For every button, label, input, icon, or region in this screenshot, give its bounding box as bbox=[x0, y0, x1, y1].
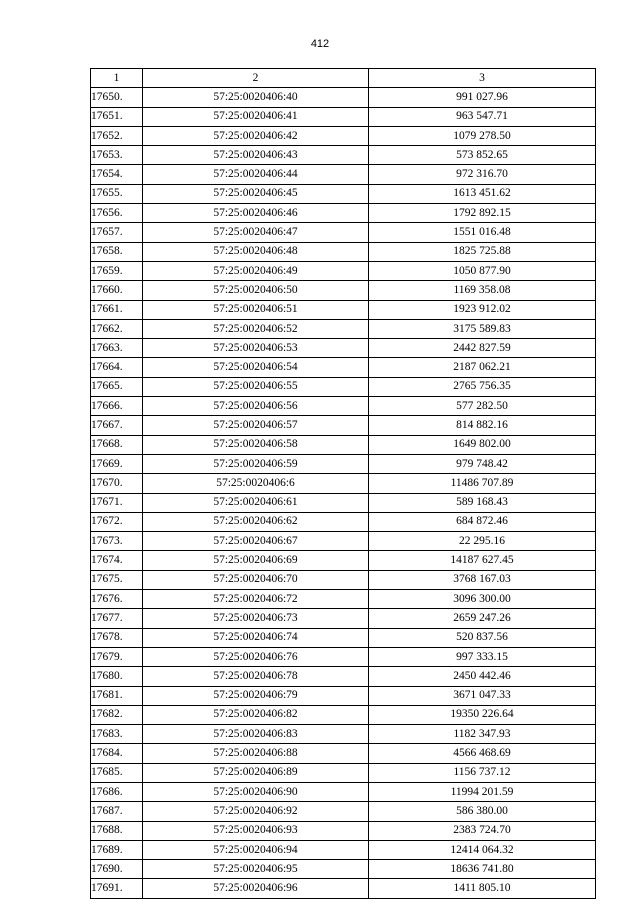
row-index-cell: 17653. bbox=[91, 146, 143, 165]
table-row bbox=[91, 802, 596, 821]
cadastral-value-cell: 2383 724.70 bbox=[369, 821, 596, 840]
cadastral-value-cell: 14187 627.45 bbox=[369, 551, 596, 570]
cadastral-number-cell: 57:25:0020406:74 bbox=[143, 628, 369, 647]
table-row bbox=[91, 590, 596, 609]
row-index-cell: 17651. bbox=[91, 107, 143, 126]
row-index-cell: 17671. bbox=[91, 493, 143, 512]
table-row bbox=[91, 879, 596, 898]
row-index-cell: 17669. bbox=[91, 454, 143, 473]
cadastral-number-cell: 57:25:0020406:92 bbox=[143, 802, 369, 821]
table-row bbox=[91, 860, 596, 879]
cadastral-number-cell: 57:25:0020406:62 bbox=[143, 512, 369, 531]
table-row bbox=[91, 705, 596, 724]
row-index-cell: 17682. bbox=[91, 705, 143, 724]
cadastral-value-cell: 997 333.15 bbox=[369, 647, 596, 666]
row-index-cell: 17656. bbox=[91, 204, 143, 223]
row-index-cell: 17652. bbox=[91, 126, 143, 145]
table-row bbox=[91, 358, 596, 377]
row-index-cell: 17680. bbox=[91, 667, 143, 686]
table-row bbox=[91, 647, 596, 666]
table-row bbox=[91, 840, 596, 859]
row-index-cell: 17688. bbox=[91, 821, 143, 840]
cadastral-value-cell: 2450 442.46 bbox=[369, 667, 596, 686]
cadastral-number-cell: 57:25:0020406:44 bbox=[143, 165, 369, 184]
table-body bbox=[91, 88, 596, 898]
cadastral-value-cell: 3096 300.00 bbox=[369, 590, 596, 609]
row-index-cell: 17686. bbox=[91, 782, 143, 801]
cadastral-value-cell: 1156 737.12 bbox=[369, 763, 596, 782]
table-row bbox=[91, 377, 596, 396]
cadastral-number-cell: 57:25:0020406:89 bbox=[143, 763, 369, 782]
cadastral-value-cell: 1411 805.10 bbox=[369, 879, 596, 898]
row-index-cell: 17689. bbox=[91, 840, 143, 859]
row-index-cell: 17677. bbox=[91, 609, 143, 628]
cadastral-value-cell: 963 547.71 bbox=[369, 107, 596, 126]
row-index-cell: 17666. bbox=[91, 397, 143, 416]
table-row bbox=[91, 126, 596, 145]
row-index-cell: 17685. bbox=[91, 763, 143, 782]
table-row bbox=[91, 435, 596, 454]
cadastral-number-cell: 57:25:0020406:67 bbox=[143, 532, 369, 551]
cadastral-number-cell: 57:25:0020406:41 bbox=[143, 107, 369, 126]
cadastral-number-cell: 57:25:0020406:90 bbox=[143, 782, 369, 801]
cadastral-number-cell: 57:25:0020406:95 bbox=[143, 860, 369, 879]
row-index-cell: 17674. bbox=[91, 551, 143, 570]
cadastral-value-cell: 1825 725.88 bbox=[369, 242, 596, 261]
row-index-cell: 17657. bbox=[91, 223, 143, 242]
cadastral-value-cell: 11486 707.89 bbox=[369, 474, 596, 493]
table-row bbox=[91, 397, 596, 416]
row-index-cell: 17691. bbox=[91, 879, 143, 898]
cadastral-number-cell: 57:25:0020406:59 bbox=[143, 454, 369, 473]
table-row bbox=[91, 165, 596, 184]
page-number: 412 bbox=[310, 38, 330, 50]
table-row bbox=[91, 725, 596, 744]
cadastral-number-cell: 57:25:0020406:49 bbox=[143, 261, 369, 280]
cadastral-number-cell: 57:25:0020406:93 bbox=[143, 821, 369, 840]
cadastral-value-cell: 991 027.96 bbox=[369, 88, 596, 107]
table-row bbox=[91, 416, 596, 435]
cadastral-value-cell: 1050 877.90 bbox=[369, 261, 596, 280]
cadastral-value-cell: 22 295.16 bbox=[369, 532, 596, 551]
cadastral-number-cell: 57:25:0020406:88 bbox=[143, 744, 369, 763]
cadastral-number-cell: 57:25:0020406:83 bbox=[143, 725, 369, 744]
cadastral-value-cell: 12414 064.32 bbox=[369, 840, 596, 859]
table-row bbox=[91, 107, 596, 126]
row-index-cell: 17664. bbox=[91, 358, 143, 377]
table-row bbox=[91, 551, 596, 570]
cadastral-value-cell: 2442 827.59 bbox=[369, 339, 596, 358]
row-index-cell: 17662. bbox=[91, 319, 143, 338]
cadastral-value-table bbox=[90, 68, 596, 899]
row-index-cell: 17654. bbox=[91, 165, 143, 184]
cadastral-value-cell: 979 748.42 bbox=[369, 454, 596, 473]
cadastral-value-cell: 1079 278.50 bbox=[369, 126, 596, 145]
cadastral-value-cell: 1923 912.02 bbox=[369, 300, 596, 319]
cadastral-value-cell: 1551 016.48 bbox=[369, 223, 596, 242]
table-row bbox=[91, 493, 596, 512]
table-row bbox=[91, 184, 596, 203]
table-row bbox=[91, 300, 596, 319]
row-index-cell: 17681. bbox=[91, 686, 143, 705]
cadastral-number-cell: 57:25:0020406:52 bbox=[143, 319, 369, 338]
cadastral-number-cell: 57:25:0020406:70 bbox=[143, 570, 369, 589]
row-index-cell: 17668. bbox=[91, 435, 143, 454]
cadastral-number-cell: 57:25:0020406:96 bbox=[143, 879, 369, 898]
cadastral-number-cell: 57:25:0020406:50 bbox=[143, 281, 369, 300]
row-index-cell: 17687. bbox=[91, 802, 143, 821]
table-row bbox=[91, 609, 596, 628]
table-row bbox=[91, 532, 596, 551]
row-index-cell: 17683. bbox=[91, 725, 143, 744]
cadastral-value-cell: 2765 756.35 bbox=[369, 377, 596, 396]
table-row bbox=[91, 782, 596, 801]
cadastral-value-cell: 3671 047.33 bbox=[369, 686, 596, 705]
cadastral-value-cell: 520 837.56 bbox=[369, 628, 596, 647]
row-index-cell: 17679. bbox=[91, 647, 143, 666]
table-row bbox=[91, 667, 596, 686]
cadastral-value-cell: 1169 358.08 bbox=[369, 281, 596, 300]
table-row bbox=[91, 570, 596, 589]
table-row bbox=[91, 242, 596, 261]
cadastral-number-cell: 57:25:0020406:46 bbox=[143, 204, 369, 223]
cadastral-value-cell: 1613 451.62 bbox=[369, 184, 596, 203]
row-index-cell: 17684. bbox=[91, 744, 143, 763]
table-row bbox=[91, 146, 596, 165]
cadastral-number-cell: 57:25:0020406:53 bbox=[143, 339, 369, 358]
row-index-cell: 17658. bbox=[91, 242, 143, 261]
cadastral-value-cell: 577 282.50 bbox=[369, 397, 596, 416]
column-header-value: 3 bbox=[369, 69, 596, 88]
cadastral-value-cell: 18636 741.80 bbox=[369, 860, 596, 879]
cadastral-number-cell: 57:25:0020406:48 bbox=[143, 242, 369, 261]
table-row bbox=[91, 474, 596, 493]
cadastral-value-cell: 1649 802.00 bbox=[369, 435, 596, 454]
row-index-cell: 17678. bbox=[91, 628, 143, 647]
row-index-cell: 17675. bbox=[91, 570, 143, 589]
column-header-cadastral-number: 2 bbox=[143, 69, 369, 88]
row-index-cell: 17661. bbox=[91, 300, 143, 319]
cadastral-value-cell: 2659 247.26 bbox=[369, 609, 596, 628]
table-row bbox=[91, 319, 596, 338]
cadastral-value-cell: 19350 226.64 bbox=[369, 705, 596, 724]
cadastral-value-cell: 589 168.43 bbox=[369, 493, 596, 512]
cadastral-value-cell: 11994 201.59 bbox=[369, 782, 596, 801]
cadastral-value-cell: 3768 167.03 bbox=[369, 570, 596, 589]
table-row bbox=[91, 821, 596, 840]
cadastral-number-cell: 57:25:0020406:72 bbox=[143, 590, 369, 609]
row-index-cell: 17670. bbox=[91, 474, 143, 493]
table-row bbox=[91, 628, 596, 647]
table-row bbox=[91, 454, 596, 473]
table-row bbox=[91, 744, 596, 763]
cadastral-number-cell: 57:25:0020406:40 bbox=[143, 88, 369, 107]
cadastral-value-cell: 1792 892.15 bbox=[369, 204, 596, 223]
row-index-cell: 17659. bbox=[91, 261, 143, 280]
cadastral-value-cell: 684 872.46 bbox=[369, 512, 596, 531]
cadastral-number-cell: 57:25:0020406:47 bbox=[143, 223, 369, 242]
table-row bbox=[91, 686, 596, 705]
row-index-cell: 17672. bbox=[91, 512, 143, 531]
cadastral-number-cell: 57:25:0020406:73 bbox=[143, 609, 369, 628]
cadastral-value-cell: 814 882.16 bbox=[369, 416, 596, 435]
cadastral-number-cell: 57:25:0020406:61 bbox=[143, 493, 369, 512]
cadastral-number-cell: 57:25:0020406:58 bbox=[143, 435, 369, 454]
row-index-cell: 17673. bbox=[91, 532, 143, 551]
cadastral-number-cell: 57:25:0020406:55 bbox=[143, 377, 369, 396]
cadastral-value-cell: 1182 347.93 bbox=[369, 725, 596, 744]
cadastral-value-cell: 4566 468.69 bbox=[369, 744, 596, 763]
cadastral-value-cell: 3175 589.83 bbox=[369, 319, 596, 338]
cadastral-number-cell: 57:25:0020406:78 bbox=[143, 667, 369, 686]
row-index-cell: 17665. bbox=[91, 377, 143, 396]
row-index-cell: 17655. bbox=[91, 184, 143, 203]
table-row bbox=[91, 223, 596, 242]
table-row bbox=[91, 281, 596, 300]
cadastral-number-cell: 57:25:0020406:51 bbox=[143, 300, 369, 319]
row-index-cell: 17676. bbox=[91, 590, 143, 609]
cadastral-value-cell: 2187 062.21 bbox=[369, 358, 596, 377]
table-header bbox=[91, 69, 596, 88]
cadastral-number-cell: 57:25:0020406:69 bbox=[143, 551, 369, 570]
cadastral-value-cell: 586 380.00 bbox=[369, 802, 596, 821]
cadastral-number-cell: 57:25:0020406:42 bbox=[143, 126, 369, 145]
table-row bbox=[91, 512, 596, 531]
cadastral-number-cell: 57:25:0020406:54 bbox=[143, 358, 369, 377]
table-row bbox=[91, 261, 596, 280]
table-row bbox=[91, 763, 596, 782]
cadastral-number-cell: 57:25:0020406:57 bbox=[143, 416, 369, 435]
cadastral-number-cell: 57:25:0020406:6 bbox=[143, 474, 369, 493]
header-row bbox=[91, 69, 596, 88]
table-row bbox=[91, 88, 596, 107]
cadastral-value-cell: 972 316.70 bbox=[369, 165, 596, 184]
column-header-index: 1 bbox=[91, 69, 143, 88]
cadastral-number-cell: 57:25:0020406:76 bbox=[143, 647, 369, 666]
cadastral-number-cell: 57:25:0020406:43 bbox=[143, 146, 369, 165]
cadastral-number-cell: 57:25:0020406:82 bbox=[143, 705, 369, 724]
row-index-cell: 17663. bbox=[91, 339, 143, 358]
row-index-cell: 17660. bbox=[91, 281, 143, 300]
cadastral-value-cell: 573 852.65 bbox=[369, 146, 596, 165]
cadastral-number-cell: 57:25:0020406:79 bbox=[143, 686, 369, 705]
cadastral-number-cell: 57:25:0020406:94 bbox=[143, 840, 369, 859]
row-index-cell: 17667. bbox=[91, 416, 143, 435]
table-row bbox=[91, 204, 596, 223]
cadastral-number-cell: 57:25:0020406:56 bbox=[143, 397, 369, 416]
table-row bbox=[91, 339, 596, 358]
cadastral-number-cell: 57:25:0020406:45 bbox=[143, 184, 369, 203]
row-index-cell: 17650. bbox=[91, 88, 143, 107]
row-index-cell: 17690. bbox=[91, 860, 143, 879]
